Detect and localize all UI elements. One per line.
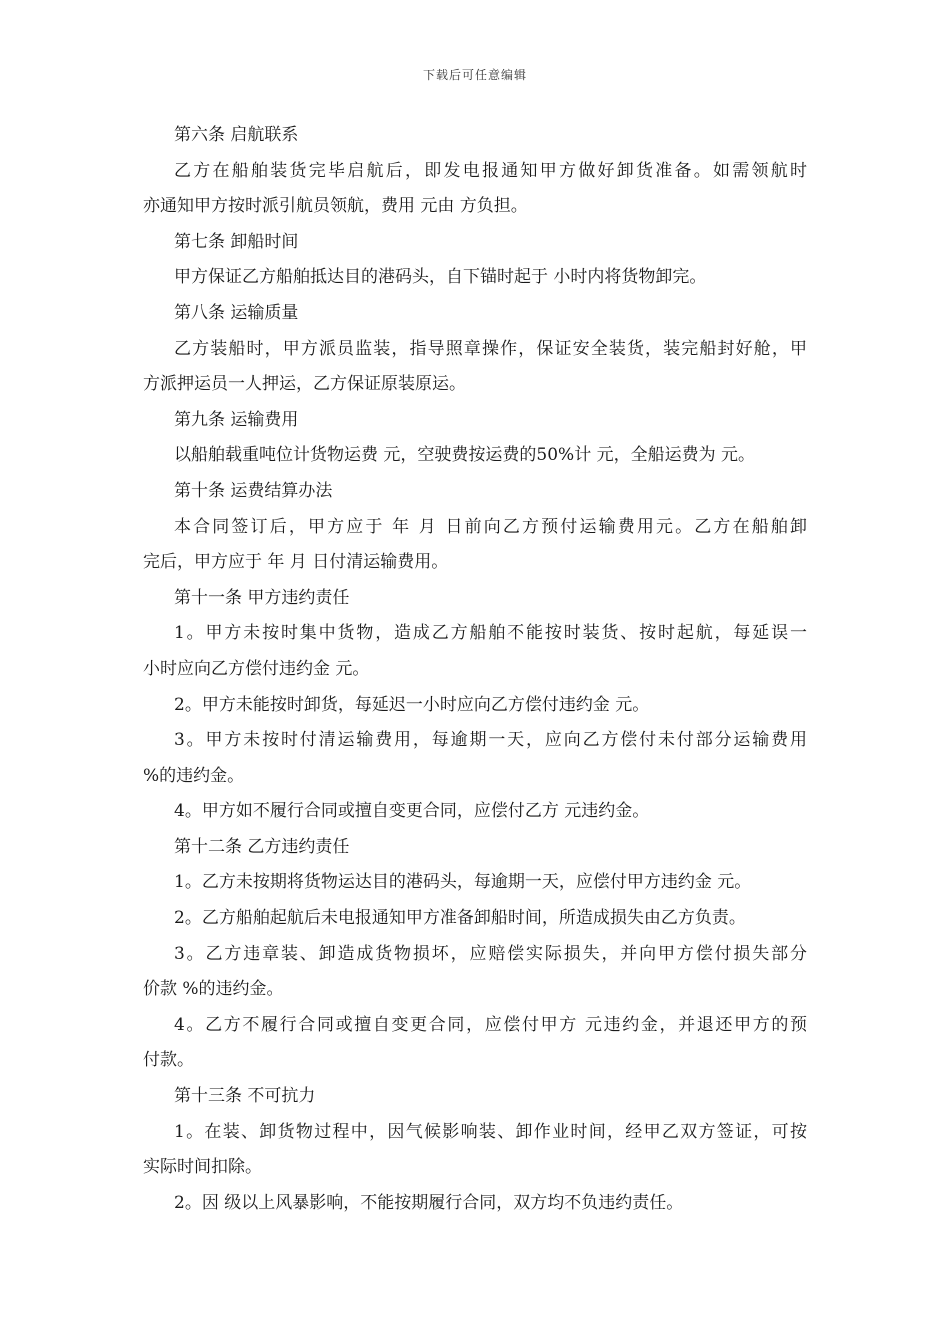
document-line: 付款。 <box>143 1050 194 1071</box>
document-line: 实际时间扣除。 <box>143 1157 262 1178</box>
document-line: 完后，甲方应于 年 月 日付清运输费用。 <box>143 552 449 573</box>
document-line: 第十条 运费结算办法 <box>174 480 333 501</box>
document-line: 第九条 运输费用 <box>174 409 299 430</box>
document-line: 乙方在船舶装货完毕启航后，即发电报通知甲方做好卸货准备。如需领航时 <box>174 160 807 181</box>
document-line: %的违约金。 <box>143 765 245 786</box>
document-line: 3。乙方违章装、卸造成货物损坏，应赔偿实际损失，并向甲方偿付损失部分 <box>174 943 807 964</box>
document-line: 乙方装船时，甲方派员监装，指导照章操作，保证安全装货，装完船封好舱，甲 <box>174 338 807 359</box>
document-line: 1。在装、卸货物过程中，因气候影响装、卸作业时间，经甲乙双方签证，可按 <box>174 1121 807 1142</box>
document-line: 2。因 级以上风暴影响，不能按期履行合同，双方均不负违约责任。 <box>174 1192 684 1213</box>
document-line: 第十二条 乙方违约责任 <box>174 836 350 857</box>
document-body <box>143 118 807 1221</box>
document-line: 4。乙方不履行合同或擅自变更合同，应偿付甲方 元违约金，并退还甲方的预 <box>174 1014 807 1035</box>
document-line: 1。甲方未按时集中货物，造成乙方船舶不能按时装货、按时起航，每延误一 <box>174 623 807 644</box>
document-line: 第十三条 不可抗力 <box>174 1086 316 1107</box>
document-line: 甲方保证乙方船舶抵达目的港码头，自下锚时起于 小时内将货物卸完。 <box>174 267 707 288</box>
document-line: 2。乙方船舶起航后未电报通知甲方准备卸船时间，所造成损失由乙方负责。 <box>174 908 746 929</box>
document-line: 第七条 卸船时间 <box>174 231 299 252</box>
document-line: 4。甲方如不履行合同或擅自变更合同，应偿付乙方 元违约金。 <box>174 801 650 822</box>
document-line: 本合同签订后，甲方应于 年 月 日前向乙方预付运输费用元。乙方在船舶卸 <box>174 516 807 537</box>
document-line: 亦通知甲方按时派引航员领航，费用 元由 方负担。 <box>143 196 528 217</box>
document-line: 1。乙方未按期将货物运达目的港码头，每逾期一天，应偿付甲方违约金 元。 <box>174 872 752 893</box>
document-line: 小时应向乙方偿付违约金 元。 <box>143 658 370 679</box>
document-line: 以船舶载重吨位计货物运费 元，空驶费按运费的50%计 元，全船运费为 元。 <box>174 445 755 466</box>
document-line: 3。甲方未按时付清运输费用，每逾期一天，应向乙方偿付未付部分运输费用 <box>174 730 807 751</box>
document-line: 第六条 启航联系 <box>174 125 299 145</box>
document-line: 第八条 运输质量 <box>174 302 299 323</box>
document-line: 价款 %的违约金。 <box>143 979 284 1000</box>
document-line: 2。甲方未能按时卸货，每延迟一小时应向乙方偿付违约金 元。 <box>174 694 650 715</box>
document-line: 方派押运员一人押运，乙方保证原装原运。 <box>143 374 466 395</box>
page-header-note: 下载后可任意编辑 <box>422 68 527 82</box>
document-line: 第十一条 甲方违约责任 <box>174 587 350 608</box>
